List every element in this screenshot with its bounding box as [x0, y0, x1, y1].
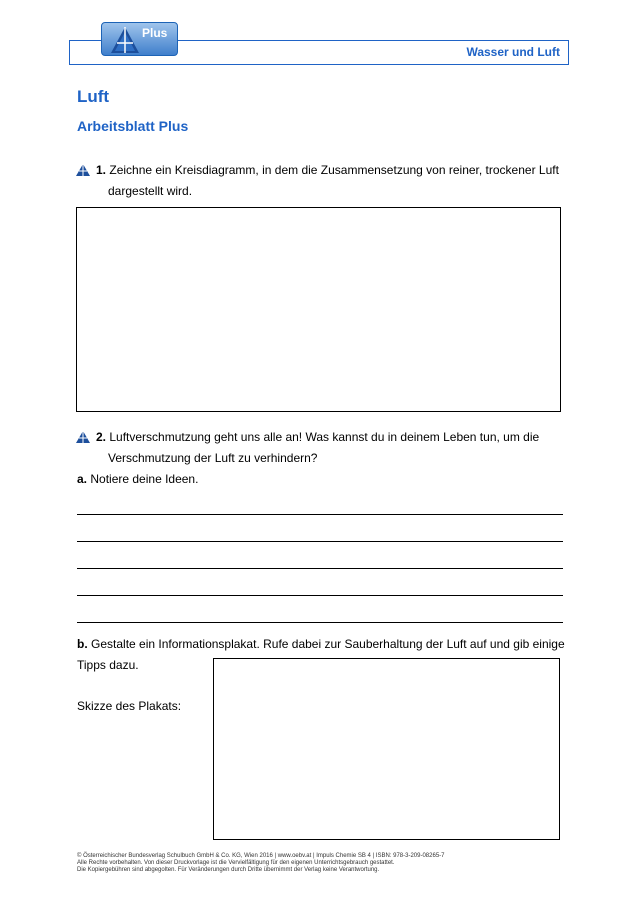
- task-2b-label: b.: [77, 637, 88, 651]
- task-2b-text: Gestalte ein Informationsplakat. Rufe dabei zur Sauberhaltung der Luft auf und gib einige: [91, 637, 565, 651]
- task-1: [76, 160, 566, 202]
- difficulty-triangle-icon: [76, 164, 90, 176]
- answer-line[interactable]: [77, 568, 563, 569]
- answer-line[interactable]: [77, 514, 563, 515]
- footer-line: Alle Rechte vorbehalten. Von dieser Druckvorlage ist die Vervielfältigung für den eigenen Unterrichtsgebrauch gestattet.: [77, 860, 395, 866]
- triangle-logo-icon: [110, 26, 140, 54]
- difficulty-triangle-icon: [76, 431, 90, 443]
- pie-chart-drawing-box[interactable]: [76, 207, 561, 412]
- poster-sketch-box[interactable]: [213, 658, 560, 840]
- logo-text: Plus: [142, 26, 168, 40]
- task-1-text: Zeichne ein Kreisdiagramm, in dem die Zusammensetzung von reiner, trockener Luft: [109, 163, 559, 177]
- page-title: Luft: [77, 87, 110, 106]
- task-2a: [77, 472, 198, 486]
- task-1-number: 1.: [96, 163, 107, 177]
- answer-line[interactable]: [77, 595, 563, 596]
- footer-line: © Österreichischer Bundesverlag Schulbuch GmbH & Co. KG, Wien 2016 | www.oebv.at | Impuls Chemie SB 4 | ISBN: 978-3-209-08265-7: [77, 853, 445, 859]
- task-2a-text: Notiere deine Ideen.: [90, 472, 199, 486]
- task-2a-label: a.: [77, 472, 88, 486]
- footer-line: Die Kopiergebühren sind abgegolten. Für Veränderungen durch Dritte übernimmt der Verlag keine Verantwortung.: [77, 867, 380, 873]
- sketch-label: Skizze des Plakats:: [77, 699, 182, 713]
- page-subtitle: Arbeitsblatt Plus: [77, 118, 189, 134]
- task-2b-text-line2: Tipps dazu.: [77, 658, 139, 672]
- answer-line[interactable]: [77, 541, 563, 542]
- task-1-line1: [96, 160, 559, 181]
- task-2-line1: [96, 427, 539, 448]
- task-2-text-line2: Verschmutzung der Luft zu verhindern?: [108, 451, 318, 465]
- footer-copyright: [77, 853, 445, 874]
- task-1-text-line2: dargestellt wird.: [108, 184, 193, 198]
- task-2b: [77, 637, 565, 651]
- answer-line[interactable]: [77, 622, 563, 623]
- chapter-title: Wasser und Luft: [466, 45, 560, 59]
- plus-logo: [101, 22, 178, 56]
- task-2: [76, 427, 566, 469]
- task-2-number: 2.: [96, 430, 107, 444]
- task-2-text: Luftverschmutzung geht uns alle an! Was kannst du in deinem Leben tun, um die: [109, 430, 540, 444]
